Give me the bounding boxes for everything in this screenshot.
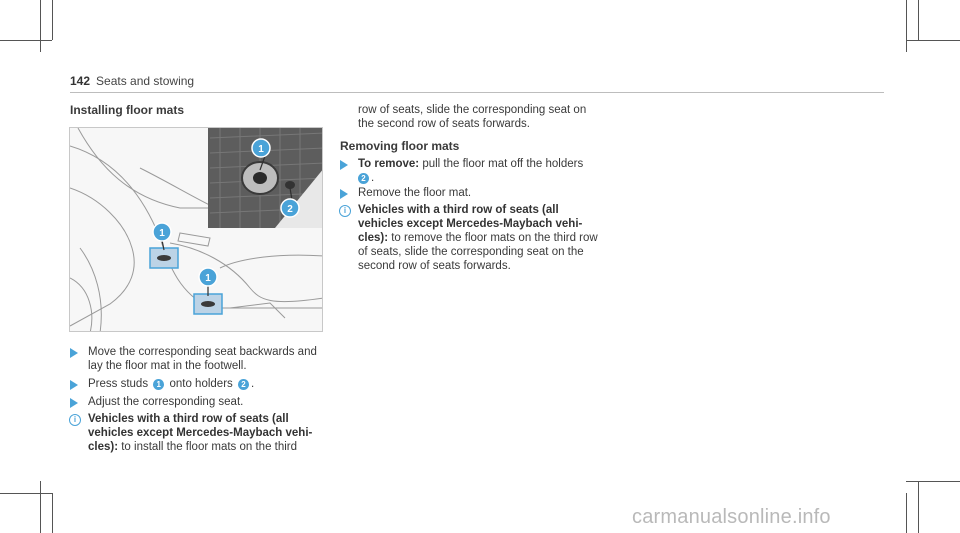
callout-label: 2 xyxy=(287,204,293,215)
callout-2-badge: 2 xyxy=(358,173,369,184)
crop-mark xyxy=(52,0,53,40)
info-icon: i xyxy=(339,205,351,217)
step-text: . xyxy=(371,172,375,184)
callout-label: 1 xyxy=(159,228,165,239)
step-adjust-seat xyxy=(88,395,328,409)
running-header xyxy=(70,74,194,88)
crop-mark xyxy=(0,493,52,494)
crop-mark xyxy=(906,481,960,482)
note-text: to remove the floor mats on the third row of seats, slide the corresponding seat on the second row of seats forwards. xyxy=(358,232,598,272)
note-bold: Vehicles with a third row of seats (all vehicles except Mercedes-Maybach vehi-cles): xyxy=(88,413,313,453)
watermark: carmanualsonline.info xyxy=(632,506,831,528)
crop-mark xyxy=(52,493,53,533)
callout-label: 1 xyxy=(258,144,264,155)
info-icon: i xyxy=(69,414,81,426)
bullet-arrow-icon xyxy=(340,160,348,170)
callout-label: 1 xyxy=(205,273,211,284)
step-bold: To remove: xyxy=(358,158,420,170)
crop-mark xyxy=(40,0,41,52)
bullet-arrow-icon xyxy=(70,348,78,358)
step-text: Remove the floor mat. xyxy=(358,187,472,199)
step-text: . xyxy=(250,378,255,390)
step-text: Press studs xyxy=(88,378,152,390)
step-move-seat xyxy=(88,345,328,373)
note-text: to install the floor mats on the third xyxy=(118,441,298,453)
crop-mark xyxy=(906,40,960,41)
step-press-studs xyxy=(88,377,328,391)
continuation-text xyxy=(358,103,603,131)
crop-mark xyxy=(906,0,907,52)
section-title: Seats and stowing xyxy=(96,74,195,88)
floor-mat-illustration xyxy=(69,127,323,332)
section-heading-installing: Installing floor mats xyxy=(70,103,185,117)
step-text: onto holders xyxy=(166,378,236,390)
callout-1-badge: 1 xyxy=(153,379,164,390)
note-third-row-install xyxy=(88,412,324,454)
header-divider xyxy=(70,92,884,93)
note-bold: Vehicles with a third row of seats (all vehicles except Mercedes-Maybach vehi-cles): xyxy=(358,204,583,244)
bullet-arrow-icon xyxy=(70,380,78,390)
crop-mark xyxy=(918,481,919,533)
step-to-remove xyxy=(358,157,603,185)
step-text: Adjust the corresponding seat. xyxy=(88,396,244,408)
footwell-drawing xyxy=(70,128,323,332)
bullet-arrow-icon xyxy=(70,398,78,408)
page-number: 142 xyxy=(70,74,91,88)
note-third-row-remove xyxy=(358,203,603,273)
step-remove-mat xyxy=(358,186,603,200)
bullet-arrow-icon xyxy=(340,189,348,199)
crop-mark xyxy=(906,493,907,533)
section-heading-removing: Removing floor mats xyxy=(340,139,460,153)
crop-mark xyxy=(40,481,41,533)
callout-2-badge: 2 xyxy=(238,379,249,390)
crop-mark xyxy=(0,40,52,41)
crop-mark xyxy=(918,0,919,40)
step-text: Move the corresponding seat backwards and lay the floor mat in the footwell. xyxy=(88,346,317,372)
step-text: pull the floor mat off the holders xyxy=(419,158,584,170)
paragraph-text: row of seats, slide the corresponding seat on the second row of seats forwards. xyxy=(358,104,587,130)
